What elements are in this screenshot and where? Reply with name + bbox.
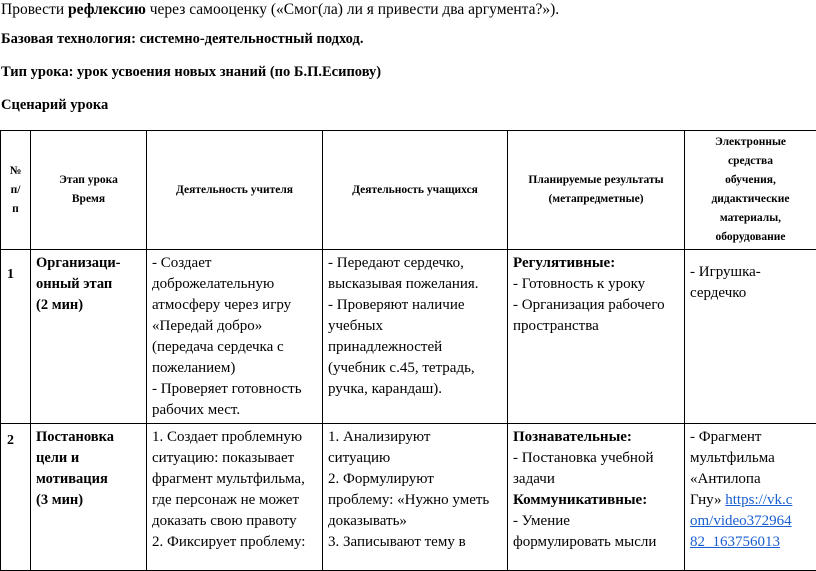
- video-link-cont[interactable]: om/video372964: [690, 511, 812, 532]
- reflection-text-a: Провести: [1, 1, 68, 18]
- lesson-plan-table: [0, 130, 816, 571]
- header-teacher-activity: Деятельность учителя: [147, 131, 323, 250]
- media-cell: - Игрушка- сердечко: [685, 250, 816, 424]
- teacher-activity-cell: - Создает доброжелательную атмосферу через игру «Передай добро» (передача сердечка с пожеланием) - Проверяет готовность рабочих мест.: [147, 250, 323, 424]
- header-planned-results: Планируемые результаты (метапредметные): [508, 131, 685, 250]
- student-activity-cell: - Передают сердечко, высказывая пожелания. - Проверяют наличие учебных принадлежностей (учебник с.45, тетрадь, ручка, карандаш).: [323, 250, 508, 424]
- base-technology-line: Базовая технология: системно-деятельностный подход.: [1, 31, 363, 48]
- header-student-activity: Деятельность учащихся: [323, 131, 508, 250]
- reflection-line: [1, 1, 559, 19]
- row-number: 2: [1, 424, 31, 571]
- lesson-type-line: Тип урока: урок усвоения новых знаний (по Б.П.Есипову): [1, 64, 381, 81]
- table-row: [1, 424, 816, 571]
- media-cell: - Фрагмент мультфильма «Антилопа Гну» https://vk.c om/video372964 82_163756013: [685, 424, 816, 571]
- reflection-keyword: рефлексию: [68, 1, 146, 18]
- teacher-activity-cell: 1. Создает проблемную ситуацию: показывает фрагмент мультфильма, где персонаж не может доказать свою правоту 2. Фиксирует проблему:: [147, 424, 323, 571]
- student-activity-cell: 1. Анализируют ситуацию 2. Формулируют проблему: «Нужно уметь доказывать» 3. Записывают тему в: [323, 424, 508, 571]
- table-header-row: [1, 131, 816, 250]
- header-media: Электронные средства обучения, дидактические материалы, оборудование: [685, 131, 816, 250]
- header-number: № п/ п: [1, 131, 31, 250]
- stage-cell: Постановка цели и мотивация (3 мин): [31, 424, 147, 571]
- planned-results-cell: Регулятивные: - Готовность к уроку - Организация рабочего пространства: [508, 250, 685, 424]
- table-row: [1, 250, 816, 424]
- scenario-heading: Сценарий урока: [1, 97, 108, 114]
- stage-cell: Организаци- онный этап (2 мин): [31, 250, 147, 424]
- row-number: 1: [1, 250, 31, 424]
- video-link-end[interactable]: 82_163756013: [690, 532, 812, 553]
- reflection-text-c: через самооценку («Смог(ла) ли я привести два аргумента?»).: [146, 1, 559, 18]
- video-link[interactable]: https://vk.c: [725, 492, 792, 508]
- header-stage: Этап урока Время: [31, 131, 147, 250]
- planned-results-cell: Познавательные: - Постановка учебной задачи Коммуникативные: - Умение формулировать мысли: [508, 424, 685, 571]
